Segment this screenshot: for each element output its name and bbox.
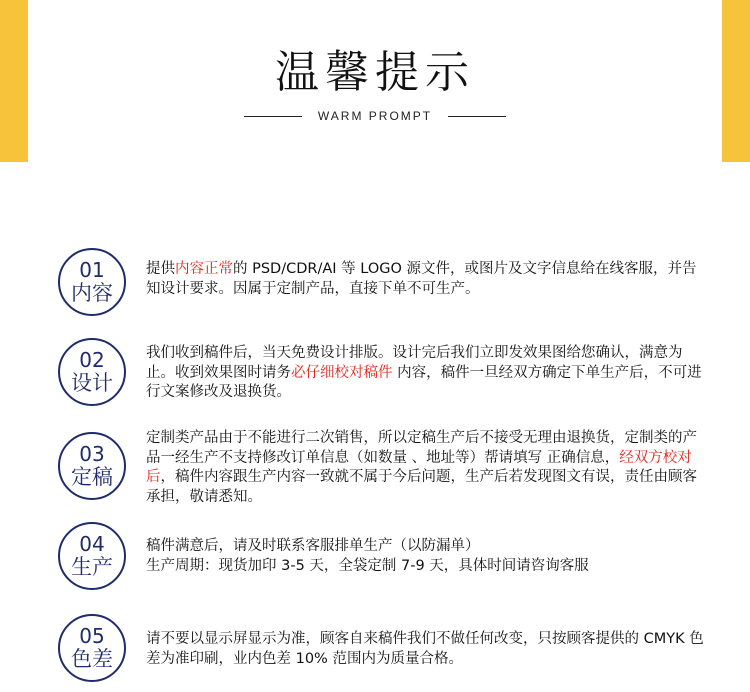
step-badge [58, 522, 126, 590]
step-number: 02 [79, 348, 105, 372]
step-text [146, 537, 706, 576]
divider-left [244, 116, 302, 117]
header-card [28, 0, 722, 162]
step-label: 色差 [71, 647, 113, 671]
step-number: 04 [79, 532, 105, 556]
text-line: 稿件满意后，请及时联系客服排单生产（以防漏单） [146, 538, 480, 554]
text-part: ，稿件内容跟生产内容一致就不属于今后问题，生产后若发现图文有误，责任由顾客承担，敬请悉知。 [146, 469, 697, 505]
page-title: 温馨提示 [275, 47, 475, 98]
step-number: 01 [79, 258, 105, 282]
step-badge [58, 614, 126, 682]
text-part: 定制类产品由于不能进行二次销售，所以定稿生产后不接受无理由退换货，定制类的产品一经生产不支持修改订单信息（如数量 、地址等）帮请填写 正确信息， [146, 430, 697, 466]
step-label: 内容 [71, 281, 113, 305]
step-badge [58, 248, 126, 316]
highlight-text: 经双方校对后 [146, 449, 692, 485]
text-part: 我们收到稿件后，当天免费设计排版。设计完后我们立即发效果图给您确认，满意为止。收到效果图时请务 [146, 345, 683, 381]
step-badge [58, 338, 126, 406]
step-text [146, 260, 706, 299]
text-part: 提供 [146, 261, 175, 277]
page-subtitle: WARM PROMPT [317, 109, 433, 123]
step-text [146, 429, 706, 507]
step-label: 设计 [71, 371, 113, 395]
step-number: 03 [79, 442, 105, 466]
step-number: 05 [79, 624, 105, 648]
text-part: 内容，稿件一旦经双方确定下单生产后，不可进行文案修改及退换货。 [146, 364, 702, 400]
step-text [146, 344, 706, 403]
text-line: 生产周期：现货加印 3-5 天，全袋定制 7-9 天，具体时间请咨询客服 [146, 557, 589, 574]
divider-right [448, 116, 506, 117]
step-text: 请不要以显示屏显示为准，顾客自来稿件我们不做任何改变，只按顾客提供的 CMYK 色差为准印刷，业内色差 10% 范围内为质量合格。 [146, 631, 704, 667]
highlight-text: 内容正常 [175, 261, 233, 277]
step-label: 生产 [71, 555, 113, 579]
text-part: 的 PSD/CDR/AI 等 LOGO 源文件，或图片及文字信息给在线客服，并告知设计要求。因属于定制产品，直接下单不可生产。 [146, 261, 697, 297]
header-banner [0, 0, 750, 162]
step-label: 定稿 [71, 465, 113, 489]
subtitle-row [28, 106, 722, 126]
step-badge [58, 432, 126, 500]
highlight-text: 必仔细校对稿件 [291, 364, 393, 381]
